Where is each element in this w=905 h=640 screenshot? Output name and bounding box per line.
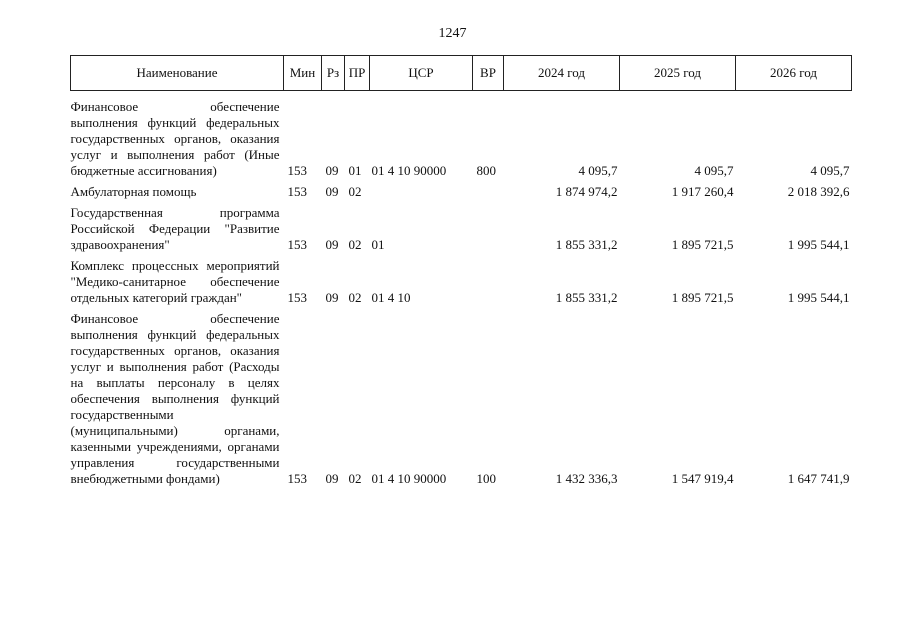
row-2024: 1 432 336,3	[555, 471, 618, 486]
row-csr	[370, 184, 473, 205]
header-pr: ПР	[345, 56, 370, 91]
row-vr: 100	[476, 471, 496, 486]
row-pr: 02	[348, 290, 362, 305]
row-pr: 02	[348, 184, 362, 199]
row-name: Амбулаторная помощь	[70, 184, 197, 199]
row-2026: 4 095,7	[810, 163, 850, 178]
row-2026: 1 647 741,9	[787, 471, 850, 486]
row-csr: 01 4 10 90000	[371, 163, 447, 178]
row-2024: 1 855 331,2	[555, 237, 618, 252]
row-csr: 01	[371, 237, 385, 252]
page-number: 1247	[438, 26, 467, 41]
row-2024: 1 874 974,2	[555, 184, 618, 199]
row-min: 153	[287, 290, 307, 305]
row-csr: 01 4 10 90000	[371, 471, 447, 486]
header-csr: ЦСР	[370, 56, 473, 91]
header-2025: 2025 год	[620, 56, 736, 91]
row-vr	[473, 258, 504, 311]
row-2025: 1 917 260,4	[671, 184, 734, 199]
table-row	[71, 205, 852, 258]
row-name: Комплекс процессных мероприятий "Медико-санитарное обеспечение отдельных категорий граждан"	[70, 258, 280, 305]
row-rz: 09	[325, 163, 339, 178]
table-header-row	[71, 56, 852, 91]
row-rz: 09	[325, 237, 339, 252]
row-2024: 4 095,7	[578, 163, 618, 178]
row-min: 153	[287, 471, 307, 486]
row-rz: 09	[325, 290, 339, 305]
row-pr: 02	[348, 237, 362, 252]
table-row	[71, 91, 852, 185]
row-pr: 01	[348, 163, 362, 178]
row-vr: 800	[476, 163, 496, 178]
row-vr	[473, 205, 504, 258]
row-2026: 2 018 392,6	[787, 184, 850, 199]
row-2025: 1 895 721,5	[671, 237, 734, 252]
table-row	[71, 184, 852, 205]
row-name: Государственная программа Российской Федерации "Развитие здравоохранения"	[70, 205, 280, 252]
header-rz: Рз	[322, 56, 345, 91]
row-rz: 09	[325, 184, 339, 199]
row-2024: 1 855 331,2	[555, 290, 618, 305]
table-row	[71, 311, 852, 492]
row-2026: 1 995 544,1	[787, 290, 850, 305]
row-name: Финансовое обеспечение выполнения функций федеральных государственных органов, оказания услуг и выполнения работ (Расходы на выплаты персоналу в целях обеспечения выполнения функций государственными (муниципальными) органами, казенными учреждениями, органами управления государственными внебюджетными фондами)	[70, 311, 280, 486]
header-name: Наименование	[71, 56, 284, 91]
budget-table	[70, 55, 852, 492]
header-min: Мин	[284, 56, 322, 91]
row-pr: 02	[348, 471, 362, 486]
row-min: 153	[287, 163, 307, 178]
row-vr	[473, 184, 504, 205]
row-rz: 09	[325, 471, 339, 486]
row-2025: 1 895 721,5	[671, 290, 734, 305]
row-2026: 1 995 544,1	[787, 237, 850, 252]
header-2026: 2026 год	[736, 56, 852, 91]
row-min: 153	[287, 237, 307, 252]
row-name: Финансовое обеспечение выполнения функций федеральных государственных органов, оказания услуг и выполнения работ (Иные бюджетные ассигнования)	[70, 99, 280, 178]
table-row	[71, 258, 852, 311]
row-2025: 4 095,7	[694, 163, 734, 178]
row-csr: 01 4 10	[371, 290, 411, 305]
row-min: 153	[287, 184, 307, 199]
row-2025: 1 547 919,4	[671, 471, 734, 486]
header-2024: 2024 год	[504, 56, 620, 91]
header-vr: ВР	[473, 56, 504, 91]
